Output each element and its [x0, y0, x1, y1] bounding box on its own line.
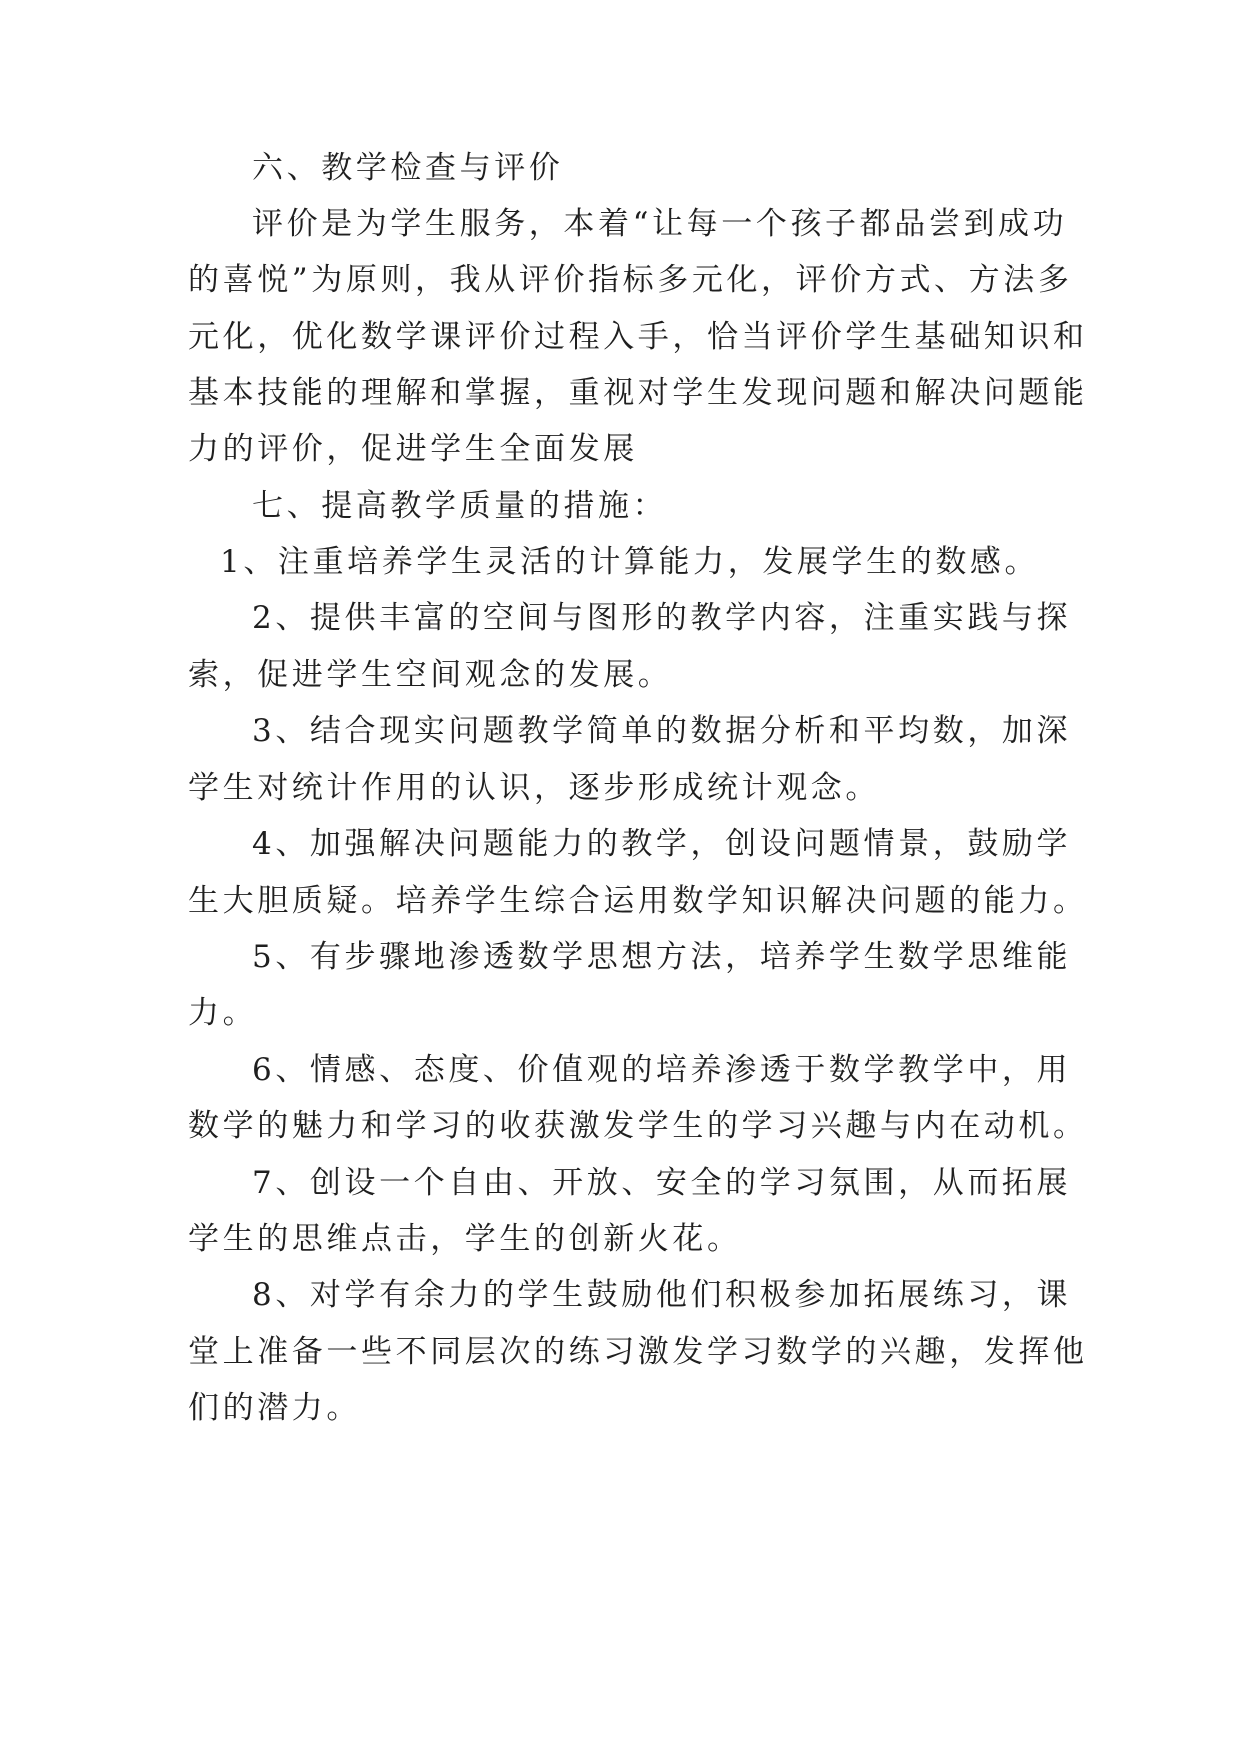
- list-item-2: 2、提供丰富的空间与图形的教学内容，注重实践与探: [252, 600, 1072, 636]
- section-heading-measures: 七、提高教学质量的措施：: [252, 488, 668, 524]
- paragraph-line: 元化，优化数学课评价过程入手，恰当评价学生基础知识和: [188, 319, 1088, 355]
- list-item-1: 1、注重培养学生灵活的计算能力，发展学生的数感。: [220, 544, 1040, 580]
- list-item-5: 5、有步骤地渗透数学思想方法，培养学生数学思维能: [252, 939, 1072, 975]
- list-item-3: 3、结合现实问题教学简单的数据分析和平均数，加深: [252, 713, 1072, 749]
- paragraph-line: 的喜悦”为原则，我从评价指标多元化，评价方式、方法多: [188, 262, 1073, 298]
- paragraph-line: 堂上准备一些不同层次的练习激发学习数学的兴趣，发挥他: [188, 1334, 1088, 1370]
- paragraph-line: 学生对统计作用的认识，逐步形成统计观念。: [188, 770, 880, 806]
- list-item-4: 4、加强解决问题能力的教学，创设问题情景，鼓励学: [252, 826, 1072, 862]
- paragraph-line: 生大胆质疑。培养学生综合运用数学知识解决问题的能力。: [188, 883, 1088, 919]
- paragraph-line: 索，促进学生空间观念的发展。: [188, 657, 673, 693]
- paragraph-line: 力。: [188, 995, 258, 1031]
- paragraph-line: 力的评价，促进学生全面发展: [188, 431, 638, 467]
- paragraph-line: 们的潜力。: [188, 1390, 361, 1426]
- paragraph-line: 学生的思维点击，学生的创新火花。: [188, 1221, 742, 1257]
- list-item-8: 8、对学有余力的学生鼓励他们积极参加拓展练习，课: [252, 1277, 1072, 1313]
- list-item-6: 6、情感、态度、价值观的培养渗透于数学教学中，用: [252, 1052, 1072, 1088]
- list-item-7: 7、创设一个自由、开放、安全的学习氛围，从而拓展: [252, 1165, 1072, 1201]
- paragraph-line: 基本技能的理解和掌握，重视对学生发现问题和解决问题能: [188, 375, 1088, 411]
- paragraph-line: 数学的魅力和学习的收获激发学生的学习兴趣与内在动机。: [188, 1108, 1088, 1144]
- section-heading-evaluation: 六、教学检查与评价: [252, 150, 564, 186]
- paragraph-line: 评价是为学生服务，本着“让每一个孩子都品尝到成功: [252, 206, 1068, 242]
